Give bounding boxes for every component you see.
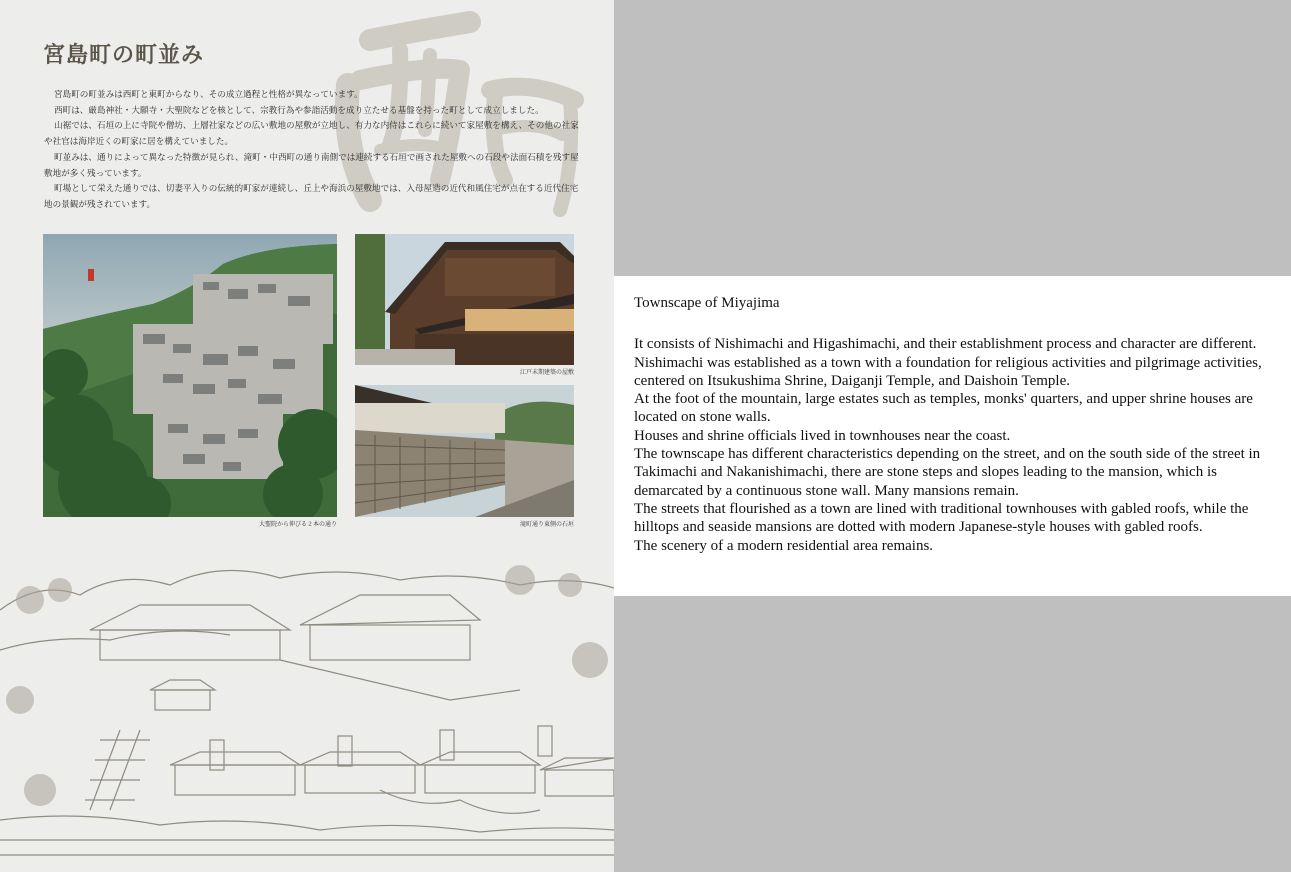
- caption-wall: 滝町通り東側の石垣: [519, 521, 574, 528]
- en-paragraph: Houses and shrine officials lived in townhouses near the coast.: [634, 427, 1011, 444]
- jp-paragraph: 宮島町の町並みは西町と東町からなり、その成立過程と性格が異なっています。: [54, 90, 363, 100]
- caption-house: 江戸末期建築の屋敷: [519, 369, 574, 376]
- en-paragraph: The streets that flourished as a town are lined with traditional townhouses with gabled roofs, while the hilltops and seaside mansions are dotted with modern Japanese-style houses with gabled roofs.: [634, 500, 1249, 536]
- body-text-jp: [44, 88, 579, 214]
- en-paragraph: It consists of Nishimachi and Higashimachi, and their establishment process and character are different.: [634, 336, 1257, 353]
- en-paragraph: The townscape has different characteristics depending on the street, and on the south side of the street in Takimachi and Nakanishimachi, there are stone steps and slopes leading to the mansion, which is demarcated by a continuous stone wall. Many mansions remain.: [634, 446, 1261, 499]
- en-paragraph: At the foot of the mountain, large estates such as temples, monks' quarters, and upper shrine houses are located on stone walls.: [634, 391, 1253, 426]
- page-title-jp: 宮島町の町並み: [43, 42, 205, 68]
- translation-title: Townscape of Miyajima: [634, 295, 780, 311]
- translation-text: [634, 294, 1279, 555]
- aerial-town-photo: [43, 234, 337, 517]
- jp-paragraph: 町並みは、通りによって異なった特徴が見られ、滝町・中西町の通り南側では連続する石垣で画された屋敷への石段や法面石積を残す屋敷地が多く残っています。: [44, 152, 579, 179]
- en-paragraph: The scenery of a modern residential area remains.: [634, 537, 934, 554]
- brochure-page: [0, 0, 614, 872]
- en-paragraph: Nishimachi was established as a town with a foundation for religious activities and pilgrimage activities, centered on Itsukushima Shrine, Daiganji Temple, and Daishoin Temple.: [634, 354, 1262, 389]
- woodblock-townscape-illustration: [0, 540, 614, 872]
- jp-paragraph: 山裾では、石垣の上に寺院や僧坊、上層社家などの広い敷地の屋敷が立地し、有力な内侍はこれらに続いて家屋敷を構え、その他の社家や社官は海岸近くの町家に居を構えていました。: [44, 121, 579, 148]
- merchant-house-photo: [355, 234, 574, 365]
- jp-paragraph: 町場として栄えた通りでは、切妻平入りの伝統的町家が連続し、丘上や海浜の屋敷地では、入母屋造の近代和風住宅が点在する近代住宅地の景観が残されています。: [44, 184, 579, 210]
- translation-panel: [614, 276, 1291, 596]
- jp-paragraph: 西町は、厳島神社・大願寺・大聖院などを核として、宗教行為や参詣活動を成り立たせる基盤を持った町として成立しました。: [54, 105, 544, 116]
- caption-aerial: 大聖院から伸びる２本の通り: [258, 521, 337, 528]
- stone-wall-photo: [355, 385, 574, 517]
